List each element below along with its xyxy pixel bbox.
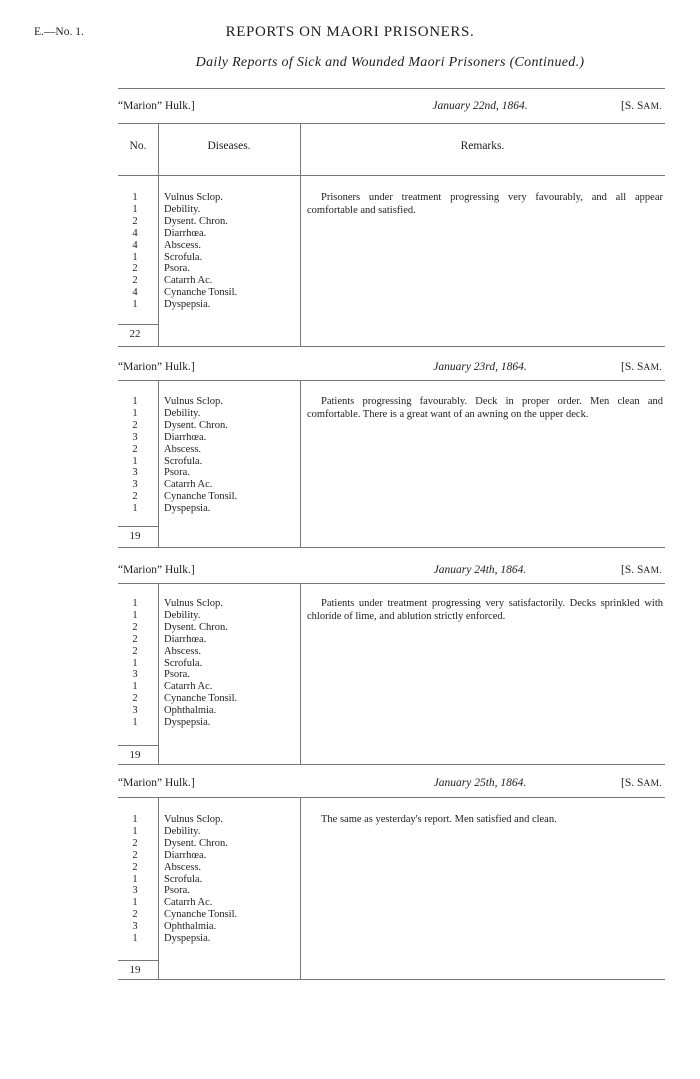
column-header-no: No. [129, 140, 147, 152]
column-header-diseases: Diseases. [207, 140, 251, 152]
disease-list: Vulnus Sclop. Debility. Dysent. Chron. Diarrhœa. Abscess. Scrofula. Psora. Catarrh Ac. Cynanche Tonsil. Dyspepsia. [164, 396, 238, 515]
report-date: January 25th, 1864. [433, 777, 527, 789]
hulk-label: “Marion” Hulk.] [118, 564, 195, 576]
total-rule [118, 960, 158, 961]
rule [118, 88, 665, 89]
signature: [S. SAM. [621, 100, 662, 112]
column-divider [300, 380, 301, 547]
remarks-text: The same as yesterday's report. Men satisfied and clean. [321, 814, 557, 825]
rule [118, 175, 665, 176]
case-counts: 1 1 2 4 4 1 2 2 4 1 [132, 192, 138, 311]
page-title: REPORTS ON MAORI PRISONERS. [225, 24, 475, 40]
report-date: January 23rd, 1864. [433, 361, 527, 373]
page-subtitle: Daily Reports of Sick and Wounded Maori Prisoners (Continued.) [195, 55, 585, 70]
remarks-text: Prisoners under treatment progressing very favourably, and all appear comfortable and satisfied. [307, 192, 663, 216]
column-divider [158, 583, 159, 764]
column-header-remarks: Remarks. [460, 140, 505, 152]
rule [118, 797, 665, 798]
total-rule [118, 324, 158, 325]
remarks-text: Patients progressing favourably. Deck in proper order. Men clean and comfortable. There is a great want of an awning on the upper deck. [307, 396, 663, 420]
total-count: 19 [129, 749, 141, 761]
disease-list: Vulnus Sclop. Debility. Dysent. Chron. Diarrhœa. Abscess. Scrofula. Psora. Catarrh Ac. Cynanche Tonsil. Dyspepsia. [164, 192, 238, 311]
report-date: January 22nd, 1864. [432, 100, 528, 112]
rule [118, 123, 665, 124]
signature: [S. SAM. [621, 361, 662, 373]
signature: [S. SAM. [621, 564, 662, 576]
total-count: 19 [129, 530, 141, 542]
rule [118, 979, 665, 980]
total-count: 22 [129, 328, 141, 340]
rule [118, 764, 665, 765]
rule [118, 346, 665, 347]
column-divider [158, 797, 159, 979]
rule [118, 583, 665, 584]
column-divider [300, 123, 301, 346]
column-divider [158, 123, 159, 346]
case-counts: 1 1 2 2 2 1 3 1 2 3 1 [132, 814, 138, 945]
signature: [S. SAM. [621, 777, 662, 789]
column-divider [158, 380, 159, 547]
report-date: January 24th, 1864. [433, 564, 527, 576]
total-count: 19 [129, 964, 141, 976]
rule [118, 547, 665, 548]
column-divider [300, 797, 301, 979]
hulk-label: “Marion” Hulk.] [118, 777, 195, 789]
remarks-text: Patients under treatment progressing very satisfactorily. Decks sprinkled with chloride of lime, and ablution strictly enforced. [307, 598, 663, 622]
rule [118, 380, 665, 381]
total-rule [118, 745, 158, 746]
hulk-label: “Marion” Hulk.] [118, 361, 195, 373]
disease-list: Vulnus Sclop. Debility. Dysent. Chron. Diarrhœa. Abscess. Scrofula. Psora. Catarrh Ac. Cynanche Tonsil. Ophthalmia. Dyspepsia. [164, 598, 238, 729]
case-counts: 1 1 2 3 2 1 3 3 2 1 [132, 396, 138, 515]
case-counts: 1 1 2 2 2 1 3 1 2 3 1 [132, 598, 138, 729]
column-divider [300, 583, 301, 764]
disease-list: Vulnus Sclop. Debility. Dysent. Chron. Diarrhœa. Abscess. Scrofula. Psora. Catarrh Ac. Cynanche Tonsil. Ophthalmia. Dyspepsia. [164, 814, 238, 945]
hulk-label: “Marion” Hulk.] [118, 100, 195, 112]
total-rule [118, 526, 158, 527]
page-reference: E.—No. 1. [34, 26, 84, 38]
